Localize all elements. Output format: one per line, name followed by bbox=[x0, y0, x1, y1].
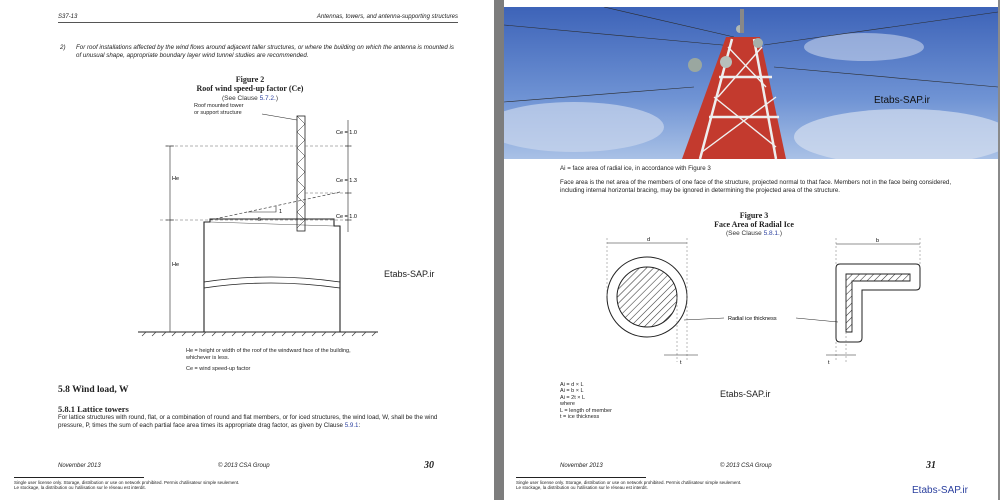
tower-label-1: Roof mounted tower bbox=[194, 103, 244, 109]
figure-2-title: Figure 2 bbox=[235, 75, 265, 84]
legend-he: He = height or width of the roof of the windward face of the building, whichever is less. bbox=[186, 348, 351, 361]
watermark-right: Etabs-SAP.ir bbox=[720, 389, 771, 399]
label-t-left: t bbox=[680, 360, 682, 366]
footer-date-31: November 2013 bbox=[560, 463, 603, 469]
formula-ice: Ai = 2t × L bbox=[560, 394, 586, 401]
footer-left bbox=[58, 463, 454, 469]
see-suffix: ) bbox=[275, 95, 278, 102]
ce-low-label: Ce = 1.0 bbox=[336, 214, 357, 220]
radial-ice-diagram bbox=[504, 0, 998, 380]
footer-copyright-31: © 2013 CSA Group bbox=[720, 463, 772, 469]
formula-block bbox=[560, 382, 612, 420]
slope-rise-label: 1 bbox=[279, 209, 283, 215]
see-prefix: (See Clause bbox=[221, 95, 260, 102]
footer-copyright: © 2013 CSA Group bbox=[218, 463, 270, 469]
page-31 bbox=[504, 0, 998, 500]
legend-ce: Ce = wind speed-up factor bbox=[186, 366, 251, 372]
note-text: For roof installations affected by the wind flows around adjacent taller structures, or where the building on which the antenna is mounted is of unusual shape, appropriate boundary layer wind tunnel studies are recommended. bbox=[76, 44, 454, 59]
tower-label-2: or support structure bbox=[194, 110, 242, 116]
face-area-text: Face area is the net area of the members of one face of the structure, projected normal to that face. Members not in the face being considered, including internal horizontal bracing, may be ignored in determining the projected area of the structure. bbox=[560, 179, 952, 194]
formula-l-def: L = length of member bbox=[560, 407, 612, 414]
page-number-31: 31 bbox=[926, 460, 936, 471]
page-number-30: 30 bbox=[424, 460, 434, 471]
formula-flat: Ai = b × L bbox=[560, 388, 584, 395]
formula-t-def: t = ice thickness bbox=[560, 414, 600, 421]
ce-top-label: Ce = 1.0 bbox=[336, 130, 357, 136]
page-gap bbox=[494, 0, 504, 500]
formula-where: where bbox=[560, 401, 575, 408]
license-line-2: Le stockage, la distribution ou l'utilisation sur le réseau est interdit. bbox=[14, 485, 146, 490]
page-30 bbox=[0, 0, 494, 500]
header-left: S37-13 bbox=[58, 14, 78, 20]
license-text-left bbox=[14, 480, 239, 490]
license-rule-31 bbox=[516, 477, 646, 478]
clause-link-5-8-1[interactable]: 5.8.1. bbox=[763, 230, 780, 237]
body-text: For lattice structures with round, flat, or a combination of round and flat members, or for iced structures, the wind load, W, shall be the wind pressure, P, times the sum of each partial face area times its appropriate drag factor, as given by Clause bbox=[58, 414, 438, 429]
subsection-5-8-1-title: 5.8.1 Lattice towers bbox=[58, 404, 129, 414]
slope-run-label: 5 bbox=[258, 217, 262, 223]
label-radial-ice-thickness: Radial ice thickness bbox=[728, 316, 777, 322]
note-number: 2) bbox=[60, 44, 66, 51]
header-right: Antennas, towers, and antenna-supporting structures bbox=[316, 14, 458, 20]
formula-round: Ai = d × L bbox=[560, 382, 584, 388]
he-lower-label: He bbox=[172, 262, 180, 268]
license-rule bbox=[14, 477, 144, 478]
label-b: b bbox=[876, 238, 880, 244]
roof-speedup-diagram bbox=[0, 0, 494, 360]
ai-definition: Ai = face area of radial ice, in accordance with Figure 3 bbox=[560, 165, 711, 172]
license-line-1: Single user license only. Storage, distribution or use on network prohibited. Permis d'utilisateur simple seulement. bbox=[14, 480, 240, 485]
footer-date: November 2013 bbox=[58, 463, 101, 469]
license-line-2-31: Le stockage, la distribution ou l'utilisation sur le réseau est interdit. bbox=[516, 485, 648, 490]
license-text-right bbox=[516, 480, 741, 490]
figure-2-subtitle: Roof wind speed-up factor (Ce) bbox=[196, 84, 304, 93]
label-t-right: t bbox=[828, 360, 830, 366]
he-upper-label: He bbox=[172, 176, 180, 182]
figure-3-title: Figure 3 bbox=[739, 211, 769, 220]
section-5-8-title: 5.8 Wind load, W bbox=[58, 385, 129, 395]
label-d: d bbox=[647, 237, 651, 243]
footer-right bbox=[560, 463, 958, 469]
see-prefix-3: (See Clause bbox=[725, 230, 764, 237]
photo-watermark: Etabs-SAP.ir bbox=[874, 95, 930, 106]
see-suffix-3: ) bbox=[779, 230, 782, 237]
corner-watermark: Etabs-SAP.ir bbox=[912, 485, 968, 496]
clause-link-5-7-2[interactable]: 5.7.2. bbox=[259, 95, 276, 102]
clause-link-5-9-1[interactable]: 5.9.1 bbox=[344, 421, 359, 429]
ce-mid-label: Ce = 1.3 bbox=[336, 178, 357, 184]
watermark-left: Etabs-SAP.ir bbox=[384, 269, 435, 279]
license-line-1-31: Single user license only. Storage, distribution or use on network prohibited. Permis d'utilisateur simple seulement. bbox=[516, 480, 742, 485]
figure-3-subtitle: Face Area of Radial Ice bbox=[714, 220, 794, 229]
body-end: : bbox=[358, 421, 361, 429]
lattice-body-text bbox=[58, 414, 458, 429]
